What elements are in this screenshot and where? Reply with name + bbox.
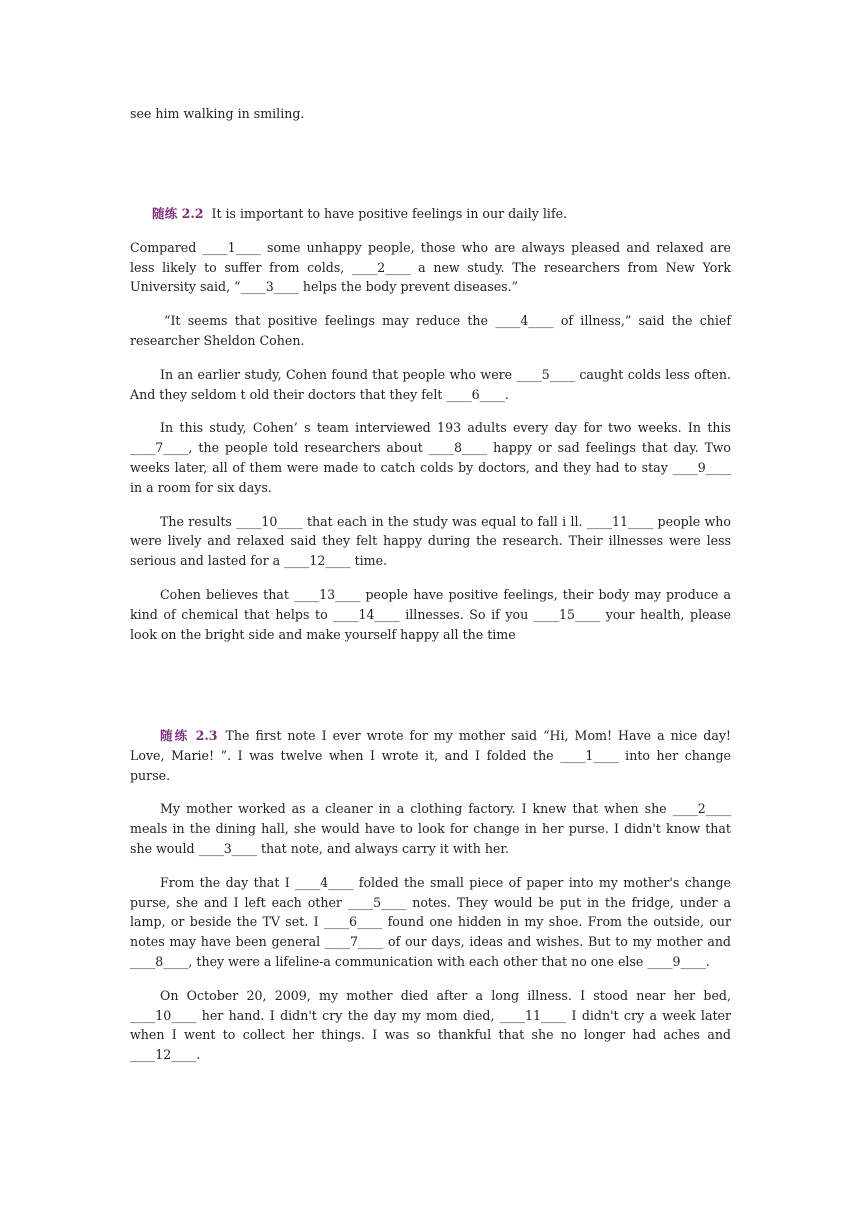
paragraph: In an earlier study, Cohen found that people who were ____5____ caught colds less often. And they seldom t old their doctors that they felt ____6____. [130, 366, 731, 402]
paragraph: “It seems that positive feelings may reduce the ____4____ of illness,” said the chief researcher Sheldon Cohen. [130, 313, 731, 348]
section-2-3-label: 随练 2.3 [160, 728, 218, 743]
paragraph: Compared ____1____ some unhappy people, those who are always pleased and relaxed are less likely to suffer from colds, ____2____ a new study. The researchers from New York University said, “____3____ helps the body prevent diseases.” [130, 239, 731, 295]
section-2-3 [130, 726, 731, 1065]
section-2-3-first-text: The first note I ever wrote for my mother said “Hi, Mom! Have a nice day! Love, Marie! ”. I was twelve when I wrote it, and I folded the ____1____ into her change purse. [130, 728, 731, 783]
section-2-3-first-paragraph [130, 726, 731, 785]
section-2-2 [130, 204, 731, 644]
section-2-2-label: 随练 2.2 [152, 206, 204, 221]
paragraph: From the day that I ____4____ folded the small piece of paper into my mother's change purse, she and I left each other ____5____ notes. They would be put in the fridge, under a lamp, or beside the TV set. I ____6____ found one hidden in my shoe. From the outside, our notes may have been general ____7____ of our days, ideas and wishes. But to my mother and ____8____, they were a lifeline-a communication with each other that no one else ____9____. [130, 874, 731, 969]
paragraph: My mother worked as a cleaner in a clothing factory. I knew that when she ____2____ meals in the dining hall, she would have to look for change in her purse. I didn't know that she would ____3____ that note, and always carry it with her. [130, 801, 731, 856]
paragraph: The results ____10____ that each in the study was equal to fall i ll. ____11____ people who were lively and relaxed said they felt happy during the research. Their illnesses were less serious and lasted for a ____12____ time. [130, 513, 731, 569]
section-2-2-heading [130, 204, 731, 224]
paragraph: On October 20, 2009, my mother died after a long illness. I stood near her bed, ____10____ her hand. I didn't cry the day my mom died, ____11____ I didn't cry a week later when I went to collect her things. I was so thankful that she no longer had aches and ____12____. [130, 987, 731, 1063]
paragraph: Cohen believes that ____13____ people have positive feelings, their body may produce a kind of chemical that helps to ____14____ illnesses. So if you ____15____ your health, please look on the bright side and make yourself happy all the time [130, 586, 731, 642]
section-2-2-first-line: It is important to have positive feelings in our daily life. [211, 206, 568, 221]
intro-line: see him walking in smiling. [130, 106, 305, 121]
paragraph: In this study, Cohen’ s team interviewed 193 adults every day for two weeks. In this ____7____, the people told researchers about ____8____ happy or sad feelings that day. Two weeks later, all of them were made to catch colds by doctors, and they had to stay ____9____ in a room for six days. [130, 420, 731, 495]
